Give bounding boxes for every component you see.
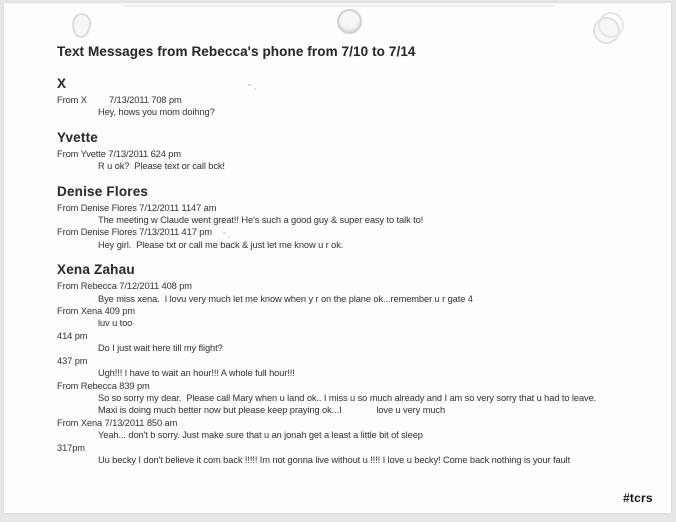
message-sections [57, 76, 657, 466]
message-section [57, 184, 657, 252]
document-body [57, 43, 657, 466]
page-title: Text Messages from Rebecca's phone from 7/10 to 7/14 [57, 44, 416, 59]
message-text: Maxi is doing much better now but please keep praying ok...I love u very much [98, 405, 446, 416]
message-meta: From Denise Flores 7/12/2011 1147 am [57, 202, 217, 213]
message-text: Ugh!!! I have to wait an hour!!! A whole full hour!!! [98, 368, 295, 379]
message-text: Bye miss xena. I lovu very much let me know when y r on the plane ok...remember u r gate 4 [98, 293, 473, 304]
message-meta [57, 94, 657, 106]
contact-name: X [57, 76, 67, 91]
tcrs-hashtag: #tcrs [623, 491, 653, 505]
message-meta: From Rebecca 839 pm [57, 380, 150, 391]
scanned-page [4, 3, 671, 513]
punch-hole-left-icon [71, 12, 93, 39]
contact-name: Yvette [57, 129, 98, 145]
message-meta: 317pm [57, 442, 85, 453]
message-text: Do I just wait here till my flight? [98, 343, 223, 354]
message-section [57, 76, 657, 119]
message-text: The meeting w Claude went great!! He's such a good guy & super easy to talk to! [98, 215, 424, 226]
message-meta: 437 pm [57, 355, 88, 366]
contact-name: Xena Zahau [57, 262, 135, 278]
message-meta: From Rebecca 7/12/2011 408 pm [57, 281, 192, 292]
message-text: R u ok? Please text or call bck! [98, 161, 225, 172]
message-text: Yeah... don't b sorry. Just make sure that u an jonah get a least a little bit of sleep [98, 430, 423, 441]
message-text: Hey, hows you mom doihng? [98, 107, 215, 118]
message-meta: From Yvette 7/13/2011 624 pm [57, 148, 181, 159]
message-text: So so sorry my dear. Please call Mary when u land ok.. I miss u so much already and I am so very sorry that u had to leave. [98, 392, 597, 403]
punch-hole-center-icon [337, 9, 362, 34]
scan-artifact-streak [124, 5, 554, 7]
punch-hole-right-icon [593, 17, 620, 44]
sender-label: From X [57, 95, 87, 105]
message-meta: From Denise Flores 7/13/2011 417 pm [57, 227, 212, 238]
message-text: Hey girl. Please txt or call me back & just let me know u r ok. [98, 239, 344, 250]
message-section [57, 262, 657, 466]
message-text: Uu becky I don't believe it com back !!!!! Im not gonna live without u !!!! I love u becky! Come back nothing is your fault [98, 454, 571, 465]
message-meta: From Xena 7/13/2011 850 am [57, 417, 178, 428]
message-text: luv u too [98, 318, 133, 329]
contact-name: Denise Flores [57, 183, 149, 199]
message-meta: 414 pm [57, 330, 88, 341]
message-section [57, 130, 657, 173]
timestamp: 7/13/2011 708 pm [109, 95, 182, 105]
message-meta: From Xena 409 pm [57, 306, 135, 317]
